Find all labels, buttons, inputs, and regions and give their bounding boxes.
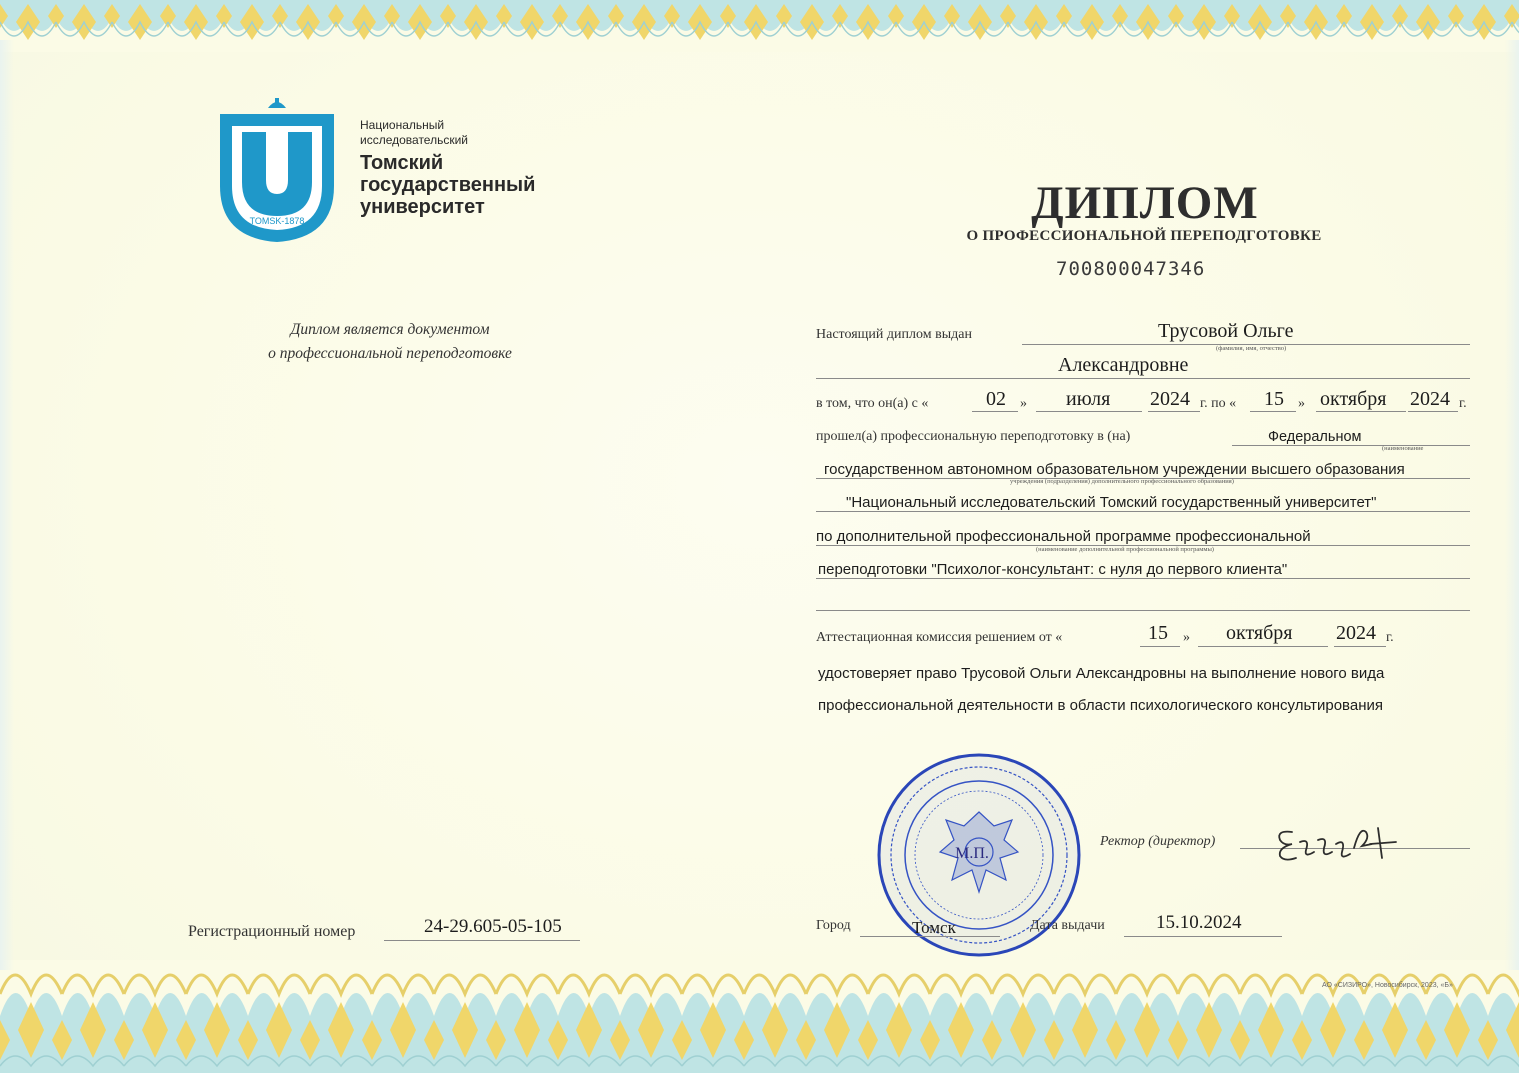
period-g: г. (1459, 396, 1467, 411)
commission-g: г. (1386, 630, 1394, 645)
period-text2: г. по « (1200, 396, 1237, 411)
period-quote2: » (1298, 396, 1305, 411)
city-value: Томск (912, 918, 956, 937)
period-month2: октября (1320, 388, 1387, 410)
period-month2-line (1316, 411, 1406, 412)
registration-line (384, 940, 580, 941)
commission-line2: профессиональной деятельности в области психологического консультирования (818, 697, 1383, 714)
training-value3: "Национальный исследовательский Томский государственный университет" (846, 494, 1377, 511)
right-edge-ornament (1505, 40, 1519, 970)
period-quote1: » (1020, 396, 1027, 411)
period-year1-line (1148, 411, 1200, 412)
tsu-logo (218, 98, 336, 244)
registration-number: 24-29.605-05-105 (424, 916, 562, 937)
commission-month: октября (1226, 622, 1293, 644)
training-label: прошел(а) профессиональную переподготовку в (на) (816, 429, 1131, 444)
program-value1: по дополнительной профессиональной программе профессиональной (816, 528, 1311, 545)
university-name2: государственный (360, 174, 536, 196)
commission-year-line (1334, 646, 1386, 647)
city-label: Город (816, 918, 851, 933)
program-value2: переподготовки "Психолог-консультант: с нуля до первого клиента" (818, 561, 1288, 578)
program-line2 (816, 578, 1470, 579)
program-hint: (наименование дополнительной профессиональной программы) (1036, 546, 1214, 553)
rector-label: Ректор (директор) (1100, 834, 1216, 849)
date-label: Дата выдачи (1030, 918, 1105, 933)
issued-label: Настоящий диплом выдан (816, 327, 972, 342)
training-line3 (816, 511, 1470, 512)
period-day1-line (972, 411, 1018, 412)
seal-center-text: М.П. (955, 845, 989, 862)
commission-quote: » (1183, 630, 1190, 645)
printer-imprint: АО «СИЗИРО», Новосибирск, 2023, «Б» (1322, 982, 1453, 989)
university-line2: исследовательский (360, 133, 468, 147)
period-year1: 2024 (1150, 388, 1190, 410)
period-text1: в том, что он(а) с « (816, 396, 929, 411)
logo-caption: TOMSK-1878 (249, 216, 305, 226)
program-line3 (816, 610, 1470, 611)
commission-month-line (1198, 646, 1328, 647)
commission-line1: удостоверяет право Трусовой Ольги Александровны на выполнение нового вида (818, 665, 1385, 682)
top-ornament-border (0, 0, 1519, 52)
bottom-ornament-border (0, 960, 1519, 1073)
training-hint1: (наименование (1382, 445, 1424, 452)
left-caption-line2: о профессиональной переподготовке (268, 345, 512, 362)
period-year2-line (1408, 411, 1458, 412)
issue-date: 15.10.2024 (1156, 912, 1242, 933)
period-day1: 02 (986, 388, 1006, 410)
date-line (1124, 936, 1282, 937)
period-month1-line (1036, 411, 1142, 412)
commission-day-line (1140, 646, 1180, 647)
training-value1: Федеральном (1268, 429, 1362, 445)
period-day2: 15 (1264, 388, 1284, 410)
left-caption-line1: Диплом является документом (290, 321, 490, 338)
diploma-title: ДИПЛОМ (1031, 177, 1259, 229)
training-hint2: учреждения (подразделения) дополнительного профессионального образования) (1010, 478, 1234, 485)
university-name3: университет (360, 196, 485, 218)
registration-label: Регистрационный номер (188, 923, 356, 940)
diploma-number: 700800047346 (1056, 258, 1206, 280)
rector-signature (1270, 818, 1410, 868)
commission-year: 2024 (1336, 622, 1376, 644)
recipient-hint: (фамилия, имя, отчество) (1216, 345, 1287, 352)
university-name1: Томский (360, 152, 444, 174)
period-year2: 2024 (1410, 388, 1450, 410)
training-value2: государственном автономном образовательном учреждении высшего образования (824, 461, 1405, 478)
commission-day: 15 (1148, 622, 1168, 644)
recipient-name-line2: Александровне (1058, 354, 1189, 376)
left-caption (230, 318, 550, 366)
period-month1: июля (1066, 388, 1111, 410)
university-line1: Национальный (360, 118, 445, 132)
period-day2-line (1250, 411, 1296, 412)
university-name-block (360, 118, 535, 218)
recipient-name-line1: Трусовой Ольге (1158, 320, 1294, 342)
left-edge-ornament (0, 40, 14, 970)
diploma-subtitle: О ПРОФЕССИОНАЛЬНОЙ ПЕРЕПОДГОТОВКЕ (966, 228, 1322, 244)
commission-text: Аттестационная комиссия решением от « (816, 630, 1063, 645)
training-line1 (1232, 445, 1470, 446)
issued-line2 (816, 378, 1470, 379)
